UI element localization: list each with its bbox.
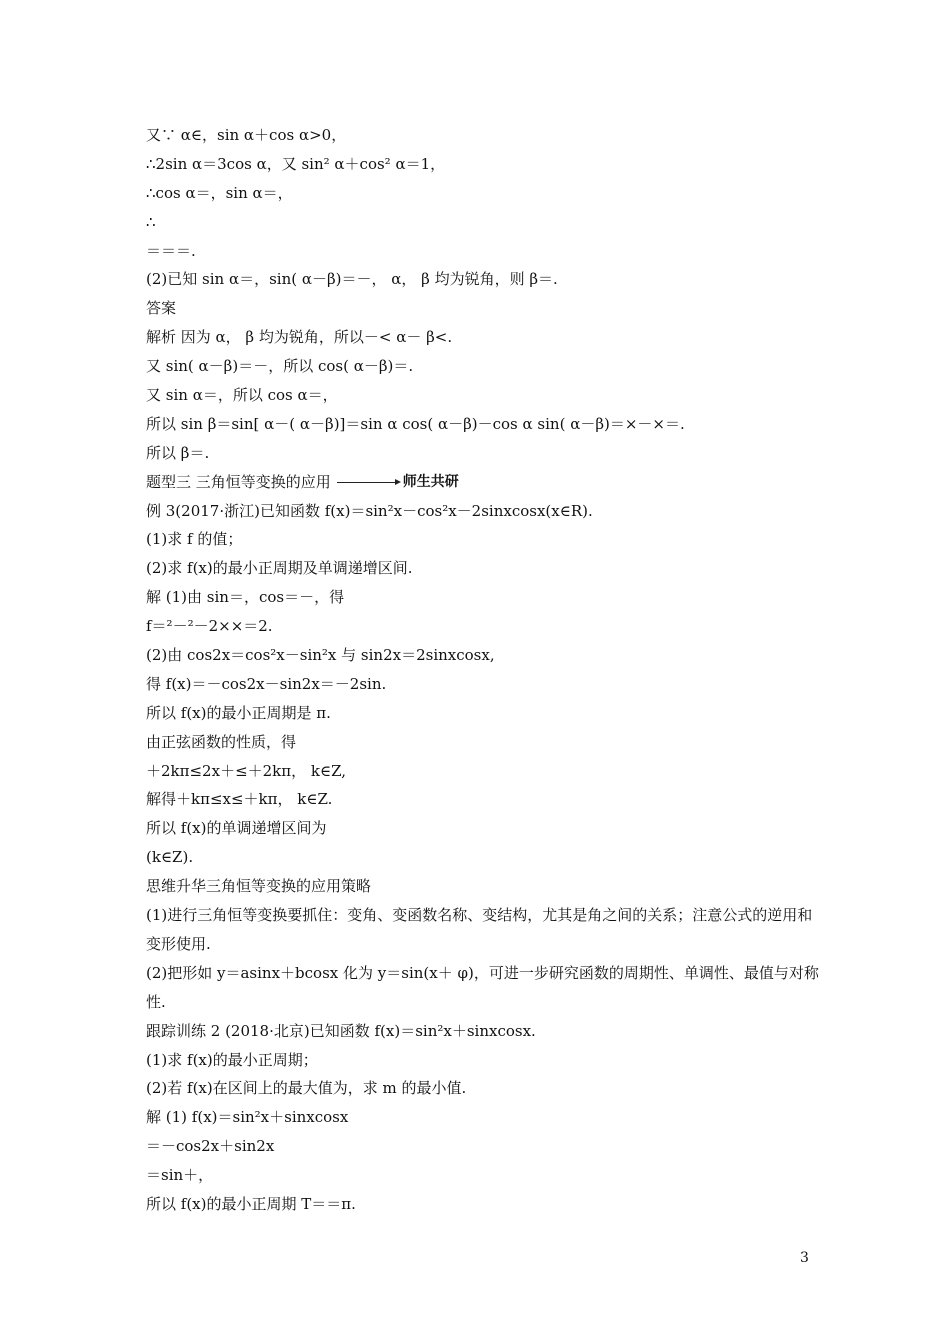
text-line: 所以 f(x)的单调递增区间为 bbox=[146, 819, 327, 838]
text-line: 解 (1) f(x)＝sin²x＋sinxcosx bbox=[146, 1108, 349, 1127]
summary-title: 思维升华三角恒等变换的应用策略 bbox=[146, 877, 372, 896]
text-line: 所以 β＝. bbox=[146, 443, 210, 462]
summary-point: (1)进行三角恒等变换要抓住：变角、变函数名称、变结构，尤其是角之间的关系；注意公式的逆用和变形使用. bbox=[146, 906, 813, 953]
text-line: f＝²－²－2××＝2. bbox=[146, 617, 273, 636]
text-line: 所以 sin β＝sin[ α－( α－β)]＝sin α cos( α－β)－cos α sin( α－β)＝×－×＝. bbox=[146, 414, 685, 433]
text-line: 所以 f(x)的最小正周期是 π. bbox=[146, 703, 331, 722]
text-line: ∴cos α＝，sin α＝， bbox=[146, 183, 293, 202]
text-line: 所以 f(x)的最小正周期 T＝＝π. bbox=[146, 1195, 356, 1214]
text-line: ∴ bbox=[146, 212, 156, 231]
text-line: 解析 因为 α， β 均为锐角，所以－< α－ β<. bbox=[146, 328, 453, 347]
section-heading-label: 题型三 三角恒等变换的应用 bbox=[146, 472, 331, 491]
text-line: ＝－cos2x＋sin2x bbox=[146, 1137, 275, 1156]
text-line: 又 sin α＝，所以 cos α＝， bbox=[146, 386, 338, 405]
text-line: ＝＝＝. bbox=[146, 241, 196, 260]
text-line: 解得＋kπ≤x≤＋kπ， k∈Z. bbox=[146, 790, 333, 809]
text-line: (2)已知 sin α＝，sin( α－β)＝－， α， β 均为锐角，则 β＝. bbox=[146, 270, 558, 289]
text-line: ＋2kπ≤2x＋≤＋2kπ， k∈Z, bbox=[146, 761, 347, 780]
text-line: (2)若 f(x)在区间上的最大值为，求 m 的最小值. bbox=[146, 1079, 467, 1098]
section-heading-tag: 师生共研 bbox=[402, 473, 459, 490]
text-line: (k∈Z). bbox=[146, 848, 194, 867]
exercise-title: 跟踪训练 2 (2018·北京)已知函数 f(x)＝sin²x＋sinxcosx. bbox=[146, 1021, 536, 1040]
text-line: 又 sin( α－β)＝－，所以 cos( α－β)＝. bbox=[146, 357, 414, 376]
text-line: 又∵ α∈，sin α＋cos α>0， bbox=[146, 126, 347, 144]
page-content bbox=[146, 121, 826, 1219]
text-line: 得 f(x)＝－cos2x－sin2x＝－2sin. bbox=[146, 674, 387, 693]
text-line: (1)求 f 的值； bbox=[146, 530, 243, 549]
text-line: 由正弦函数的性质，得 bbox=[146, 732, 297, 751]
page-number: 3 bbox=[800, 1250, 809, 1266]
text-line: (2)求 f(x)的最小正周期及单调递增区间. bbox=[146, 559, 413, 578]
example-title: 例 3(2017·浙江)已知函数 f(x)＝sin²x－cos²x－2sinxcosx(x∈R). bbox=[146, 501, 593, 520]
arrow-right-icon bbox=[337, 482, 399, 483]
text-line: ＝sin＋， bbox=[146, 1166, 214, 1185]
answer-label: 答案 bbox=[146, 299, 177, 318]
text-line: (1)求 f(x)的最小正周期； bbox=[146, 1050, 318, 1069]
summary-point: (2)把形如 y＝asinx＋bcosx 化为 y＝sin(x＋ φ)，可进一步研究函数的周期性、单调性、最值与对称性. bbox=[146, 963, 819, 1011]
text-line: (2)由 cos2x＝cos²x－sin²x 与 sin2x＝2sinxcosx, bbox=[146, 646, 495, 665]
text-line: 解 (1)由 sin＝，cos＝－，得 bbox=[146, 588, 345, 607]
section-heading bbox=[146, 468, 826, 497]
text-line: ∴2sin α＝3cos α，又 sin² α＋cos² α＝1， bbox=[146, 154, 446, 173]
